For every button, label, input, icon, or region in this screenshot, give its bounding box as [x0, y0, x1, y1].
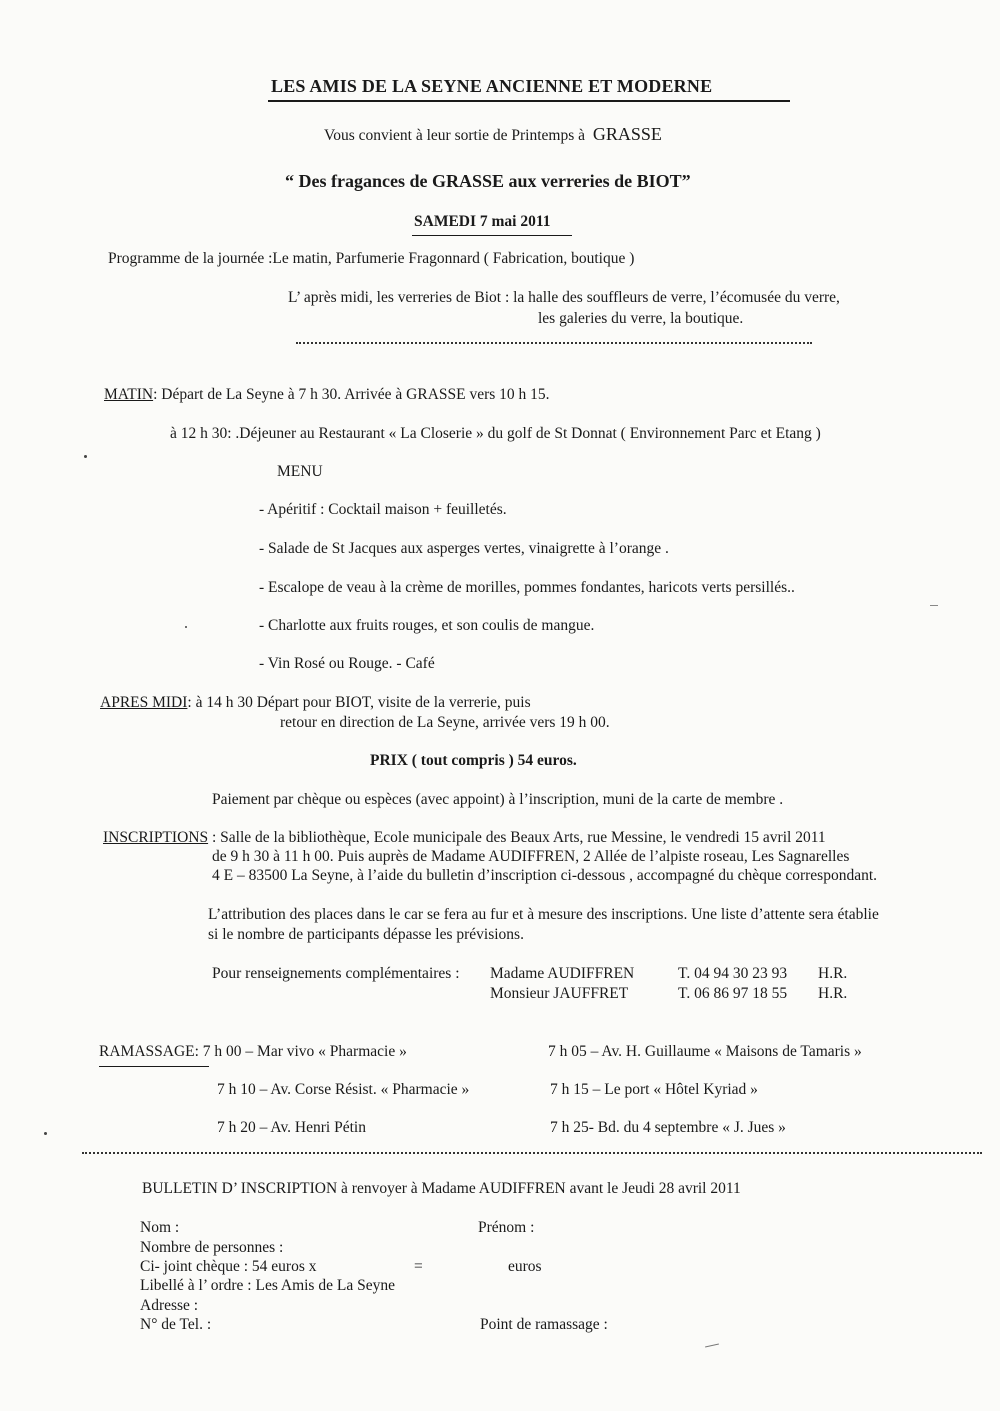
attribution-line-1: L’attribution des places dans le car se fera au fur et à mesure des inscriptions. Une liste d’attente sera établie — [208, 906, 879, 923]
contact-phone: T. 04 94 30 23 93 — [678, 965, 788, 982]
pickup-stop: 7 h 05 – Av. H. Guillaume « Maisons de Tamaris » — [548, 1043, 862, 1060]
ramassage-underline — [99, 1066, 209, 1067]
contact-name: Madame AUDIFFREN — [490, 965, 635, 982]
pickup-stop: 7 h 20 – Av. Henri Pétin — [217, 1119, 366, 1136]
dotted-separator — [296, 342, 812, 344]
field-adresse-label: Adresse : — [140, 1297, 199, 1314]
menu-item: - Escalope de veau à la crème de morilles, pommes fondantes, haricots verts persillés.. — [259, 579, 795, 596]
attribution-line-2: si le nombre de participants dépasse les prévisions. — [208, 926, 524, 943]
scan-speck — [705, 1344, 719, 1348]
menu-item: - Salade de St Jacques aux asperges vertes, vinaigrette à l’orange . — [259, 540, 669, 557]
inscriptions-text: : Salle de la bibliothèque, Ecole municipale des Beaux Arts, rue Messine, le vendredi 15 avril 2011 — [208, 829, 826, 846]
contacts-intro: Pour renseignements complémentaires : — [212, 965, 460, 982]
apres-midi-line-1 — [100, 694, 531, 712]
field-tel-label: N° de Tel. : — [140, 1316, 212, 1333]
inscriptions-line-1 — [103, 829, 826, 847]
organization-title: LES AMIS DE LA SEYNE ANCIENNE ET MODERNE — [271, 76, 713, 96]
equals-sign: = — [414, 1258, 423, 1275]
title-underline — [268, 100, 790, 102]
field-nom-label: Nom : — [140, 1219, 180, 1236]
scan-speck — [930, 605, 938, 606]
ramassage-line-1 — [99, 1043, 407, 1061]
scan-speck — [185, 626, 187, 628]
price: PRIX ( tout compris ) 54 euros. — [370, 752, 577, 769]
matin-label: MATIN — [104, 386, 154, 403]
euros-label: euros — [508, 1258, 542, 1275]
apres-midi-line-2: retour en direction de La Seyne, arrivée vers 19 h 00. — [280, 714, 610, 731]
programme-line-2: L’ après midi, les verreries de Biot : la halle des souffleurs de verre, l’écomusée du verre, — [288, 289, 840, 306]
scan-speck — [44, 1132, 47, 1135]
contact-hours: H.R. — [818, 965, 848, 982]
scan-speck — [84, 455, 87, 458]
menu-item: - Charlotte aux fruits rouges, et son coulis de mangue. — [259, 617, 595, 634]
ramassage-label: RAMASSAGE — [99, 1043, 195, 1060]
bulletin-title: BULLETIN D’ INSCRIPTION à renvoyer à Madame AUDIFFREN avant le Jeudi 28 avril 2011 — [142, 1180, 741, 1197]
contact-hours: H.R. — [818, 985, 848, 1002]
menu-item: - Apéritif : Cocktail maison + feuilletés. — [259, 501, 507, 518]
inscriptions-line-3: 4 E – 83500 La Seyne, à l’aide du bulletin d’inscription ci-dessous , accompagné du chèque correspondant. — [212, 867, 878, 884]
event-subtitle: “ Des fragances de GRASSE aux verreries de BIOT” — [285, 171, 691, 191]
lunch-line: à 12 h 30: .Déjeuner au Restaurant « La Closerie » du golf de St Donnat ( Environnement Parc et Etang ) — [170, 425, 821, 442]
payment-info: Paiement par chèque ou espèces (avec appoint) à l’inscription, muni de la carte de membre . — [212, 791, 784, 808]
field-libelle-label: Libellé à l’ ordre : Les Amis de La Seyne — [140, 1277, 395, 1294]
pickup-stop: 7 h 10 – Av. Corse Résist. « Pharmacie » — [217, 1081, 470, 1098]
field-prenom-label: Prénom : — [478, 1219, 535, 1236]
menu-item: - Vin Rosé ou Rouge. - Café — [259, 655, 435, 672]
apres-midi-text: : à 14 h 30 Départ pour BIOT, visite de la verrerie, puis — [187, 694, 531, 711]
inscriptions-label: INSCRIPTIONS — [103, 829, 209, 846]
invitation-text: Vous convient à leur sortie de Printemps à — [324, 127, 586, 144]
matin-line — [104, 386, 550, 404]
apres-midi-label: APRES MIDI — [100, 694, 188, 711]
matin-text: : Départ de La Seyne à 7 h 30. Arrivée à GRASSE vers 10 h 15. — [153, 386, 550, 403]
event-date: SAMEDI 7 mai 2011 — [414, 213, 551, 230]
field-nombre-label: Nombre de personnes : — [140, 1239, 284, 1256]
inscriptions-line-2: de 9 h 30 à 11 h 00. Puis auprès de Madame AUDIFFREN, 2 Allée de l’alpiste roseau, Les Sagnarelles — [212, 848, 850, 865]
pickup-stop: 7 h 15 – Le port « Hôtel Kyriad » — [550, 1081, 758, 1098]
pickup-stop: 7 h 25- Bd. du 4 septembre « J. Jues » — [550, 1119, 786, 1136]
programme-line-3: les galeries du verre, la boutique. — [538, 310, 744, 327]
programme-line-1: Programme de la journée :Le matin, Parfumerie Fragonnard ( Fabrication, boutique ) — [108, 250, 635, 267]
menu-title: MENU — [277, 463, 323, 480]
field-cheque-label: Ci- joint chèque : 54 euros x — [140, 1258, 317, 1275]
contact-phone: T. 06 86 97 18 55 — [678, 985, 788, 1002]
date-underline — [412, 235, 572, 236]
city-name: GRASSE — [592, 124, 662, 144]
cut-line — [82, 1152, 982, 1154]
field-point-label: Point de ramassage : — [480, 1316, 608, 1333]
pickup-stop: : 7 h 00 – Mar vivo « Pharmacie » — [194, 1043, 407, 1060]
contact-name: Monsieur JAUFFRET — [490, 985, 629, 1002]
invitation-line — [324, 124, 662, 145]
